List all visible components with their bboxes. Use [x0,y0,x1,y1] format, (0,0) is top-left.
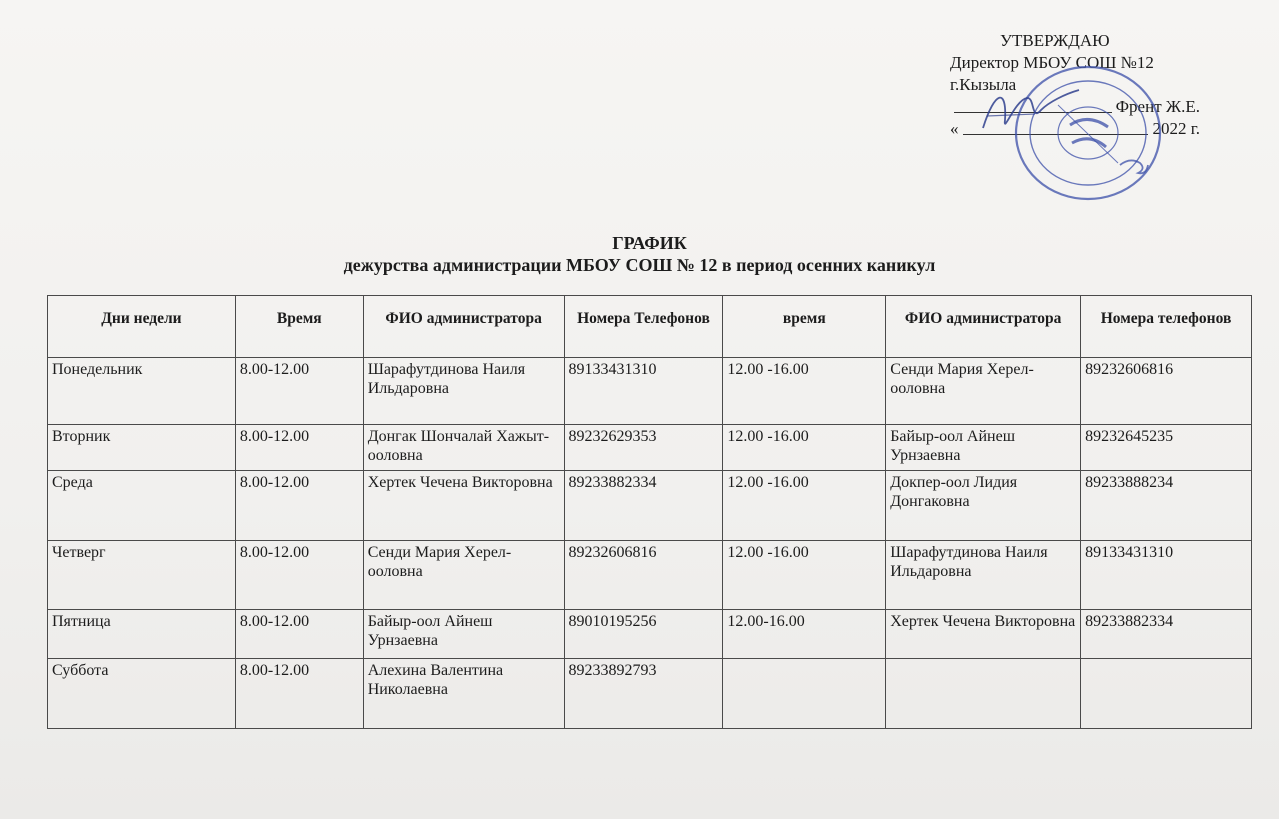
cell-fio2 [886,659,1081,729]
cell-fio1: Байыр-оол Айнеш Урнзаевна [363,610,564,659]
cell-day: Среда [48,471,236,541]
cell-time1: 8.00-12.00 [235,659,363,729]
cell-time1: 8.00-12.00 [235,471,363,541]
header-time2: время [723,296,886,358]
table-row [48,471,1252,541]
cell-phone2 [1081,659,1252,729]
table-row [48,358,1252,425]
cell-time1: 8.00-12.00 [235,425,363,471]
cell-time2: 12.00 -16.00 [723,358,886,425]
table-row [48,610,1252,659]
cell-fio1: Алехина Валентина Николаевна [363,659,564,729]
table-row [48,425,1252,471]
cell-phone1: 89233892793 [564,659,723,729]
cell-day: Вторник [48,425,236,471]
duty-schedule-table [47,295,1252,729]
cell-day: Четверг [48,541,236,610]
cell-phone2: 89133431310 [1081,541,1252,610]
header-fio1: ФИО администратора [363,296,564,358]
approval-position: Директор МБОУ СОШ №12 [950,53,1154,72]
cell-time1: 8.00-12.00 [235,541,363,610]
cell-phone2: 89232645235 [1081,425,1252,471]
title-subtitle: дежурства администрации МБОУ СОШ № 12 в период осенних каникул [343,255,936,275]
approval-heading: УТВЕРЖДАЮ [1000,31,1110,50]
cell-time2: 12.00 -16.00 [723,541,886,610]
cell-phone1: 89133431310 [564,358,723,425]
cell-fio2: Сенди Мария Херел-ооловна [886,358,1081,425]
header-phone2: Номера телефонов [1081,296,1252,358]
cell-time1: 8.00-12.00 [235,358,363,425]
header-fio2: ФИО администратора [886,296,1081,358]
cell-fio1: Шарафутдинова Наиля Ильдаровна [363,358,564,425]
cell-day: Суббота [48,659,236,729]
cell-fio1: Сенди Мария Херел-ооловна [363,541,564,610]
table-row [48,541,1252,610]
cell-phone2: 89233882334 [1081,610,1252,659]
cell-fio2: Шарафутдинова Наиля Ильдаровна [886,541,1081,610]
cell-fio2: Докпер-оол Лидия Донгаковна [886,471,1081,541]
cell-phone1: 89233882334 [564,471,723,541]
header-phone1: Номера Телефонов [564,296,723,358]
handwritten-signature-icon [975,80,1085,140]
cell-day: Понедельник [48,358,236,425]
cell-time1: 8.00-12.00 [235,610,363,659]
approval-date-quote: « [950,119,959,138]
cell-fio1: Хертек Чечена Викторовна [363,471,564,541]
cell-fio2: Байыр-оол Айнеш Урнзаевна [886,425,1081,471]
cell-day: Пятница [48,610,236,659]
table-header-row [48,296,1252,358]
table-row [48,659,1252,729]
cell-fio1: Донгак Шончалай Хажыт-ооловна [363,425,564,471]
document-title [0,232,1279,276]
approval-director-name: Френт Ж.Е. [1115,97,1200,116]
cell-phone2: 89232606816 [1081,358,1252,425]
header-day: Дни недели [48,296,236,358]
title-main: ГРАФИК [612,233,687,253]
cell-phone1: 89232629353 [564,425,723,471]
header-time1: Время [235,296,363,358]
cell-phone1: 89010195256 [564,610,723,659]
approval-city: г.Кызыла [950,75,1017,94]
cell-time2: 12.00 -16.00 [723,425,886,471]
cell-phone1: 89232606816 [564,541,723,610]
cell-time2: 12.00-16.00 [723,610,886,659]
cell-time2 [723,659,886,729]
approval-year: 2022 г. [1152,119,1200,138]
cell-phone2: 89233888234 [1081,471,1252,541]
cell-fio2: Хертек Чечена Викторовна [886,610,1081,659]
cell-time2: 12.00 -16.00 [723,471,886,541]
